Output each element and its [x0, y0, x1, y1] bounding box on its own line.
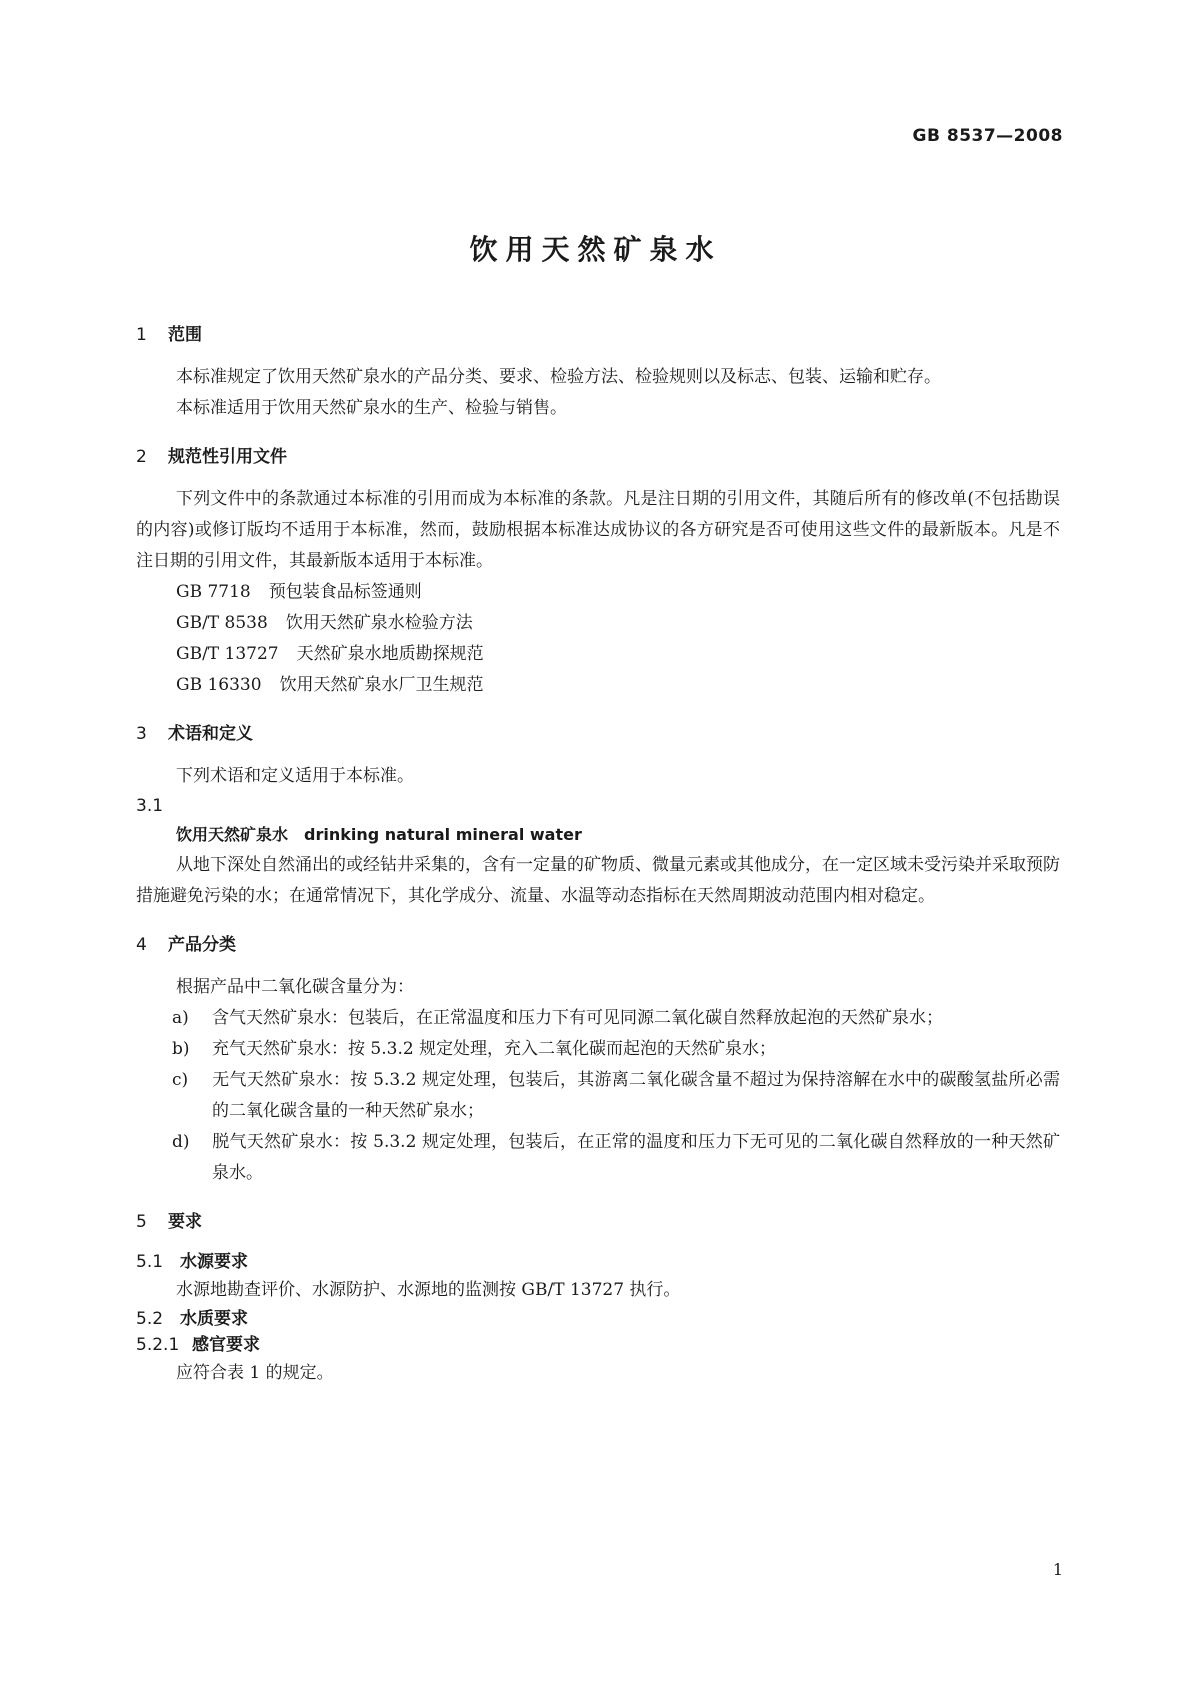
term-heading: 饮用天然矿泉水 drinking natural mineral water: [176, 825, 582, 844]
paragraph: 本标准适用于饮用天然矿泉水的生产、检验与销售。: [176, 398, 567, 418]
section-title: 要求: [168, 1212, 202, 1232]
reference-item: [136, 639, 1060, 670]
list-text: 无气天然矿泉水：按 5.3.2 规定处理，包装后，其游离二氧化碳含量不超过为保持溶解在水中的碳酸氢盐所必需的二氧化碳含量的一种天然矿泉水；: [212, 1070, 1060, 1121]
reference-item: [136, 670, 1060, 701]
section-1-heading: [136, 322, 1060, 348]
reference-code: GB/T 8538: [176, 613, 268, 633]
paragraph: 本标准规定了饮用天然矿泉水的产品分类、要求、检验方法、检验规则以及标志、包装、运输和贮存。: [176, 367, 941, 387]
term-definition: 从地下深处自然涌出的或经钻井采集的，含有一定量的矿物质、微量元素或其他成分，在一定区域未受污染并采取预防措施避免污染的水；在通常情况下，其化学成分、流量、水温等动态指标在天然周期波动范围内相对稳定。: [136, 855, 1060, 906]
section-number: 5: [136, 1212, 147, 1232]
subsection-number: 5.1: [136, 1252, 164, 1272]
section-title: 范围: [168, 325, 202, 345]
subsection-title: 水源要求: [180, 1252, 248, 1272]
section-title: 产品分类: [168, 935, 236, 955]
paragraph: 应符合表 1 的规定。: [176, 1363, 334, 1383]
paragraph: 下列文件中的条款通过本标准的引用而成为本标准的条款。凡是注日期的引用文件，其随后所有的修改单(不包括勘误的内容)或修订版均不适用于本标准，然而，鼓励根据本标准达成协议的各方研究是否可使用这些文件的最新版本。凡是不注日期的引用文件，其最新版本适用于本标准。: [136, 489, 1060, 571]
section-number: 3: [136, 724, 147, 744]
paragraph: 下列术语和定义适用于本标准。: [176, 766, 414, 786]
section-number: 4: [136, 935, 147, 955]
subsection-5-2-1-heading: [136, 1332, 1060, 1358]
section-2-heading: [136, 444, 1060, 470]
reference-name: 天然矿泉水地质勘探规范: [296, 644, 484, 664]
list-marker: b): [172, 1039, 190, 1059]
list-text: 充气天然矿泉水：按 5.3.2 规定处理，充入二氧化碳而起泡的天然矿泉水；: [212, 1039, 777, 1059]
list-text: 脱气天然矿泉水：按 5.3.2 规定处理，包装后，在正常的温度和压力下无可见的二氧化碳自然释放的一种天然矿泉水。: [212, 1132, 1060, 1183]
list-item: [136, 1003, 1060, 1034]
subsection-5-1-heading: [136, 1249, 1060, 1275]
section-title: 术语和定义: [168, 724, 253, 744]
document-body: [136, 322, 1060, 1389]
subsection-number: 5.2.1: [136, 1335, 180, 1355]
list-marker: c): [172, 1070, 189, 1090]
list-marker: a): [172, 1008, 189, 1028]
section-3-heading: [136, 721, 1060, 747]
section-4-heading: [136, 932, 1060, 958]
document-title: 饮用天然矿泉水: [469, 233, 722, 266]
clause-number: 3.1: [136, 796, 164, 816]
reference-code: GB 7718: [176, 582, 251, 602]
reference-item: [136, 577, 1060, 608]
subsection-5-2-heading: [136, 1306, 1060, 1332]
list-item: [136, 1065, 1060, 1127]
list-marker: d): [172, 1132, 190, 1152]
reference-name: 饮用天然矿泉水检验方法: [285, 613, 473, 633]
reference-name: 预包装食品标签通则: [268, 582, 422, 602]
standard-code: GB 8537—2008: [912, 126, 1063, 146]
subsection-title: 感官要求: [192, 1335, 260, 1355]
list-item: [136, 1034, 1060, 1065]
section-number: 2: [136, 447, 147, 467]
reference-name: 饮用天然矿泉水厂卫生规范: [279, 675, 484, 695]
section-number: 1: [136, 325, 147, 345]
reference-code: GB 16330: [176, 675, 262, 695]
page-number: 1: [1052, 1560, 1063, 1579]
paragraph: 水源地勘查评价、水源防护、水源地的监测按 GB/T 13727 执行。: [176, 1280, 681, 1300]
paragraph: 根据产品中二氧化碳含量分为：: [176, 977, 414, 997]
subsection-title: 水质要求: [180, 1309, 248, 1329]
section-5-heading: [136, 1209, 1060, 1235]
reference-code: GB/T 13727: [176, 644, 279, 664]
subsection-number: 5.2: [136, 1309, 164, 1329]
reference-item: [136, 608, 1060, 639]
list-text: 含气天然矿泉水：包装后，在正常温度和压力下有可见同源二氧化碳自然释放起泡的天然矿泉水；: [212, 1008, 943, 1028]
list-item: [136, 1127, 1060, 1189]
section-title: 规范性引用文件: [168, 447, 287, 467]
